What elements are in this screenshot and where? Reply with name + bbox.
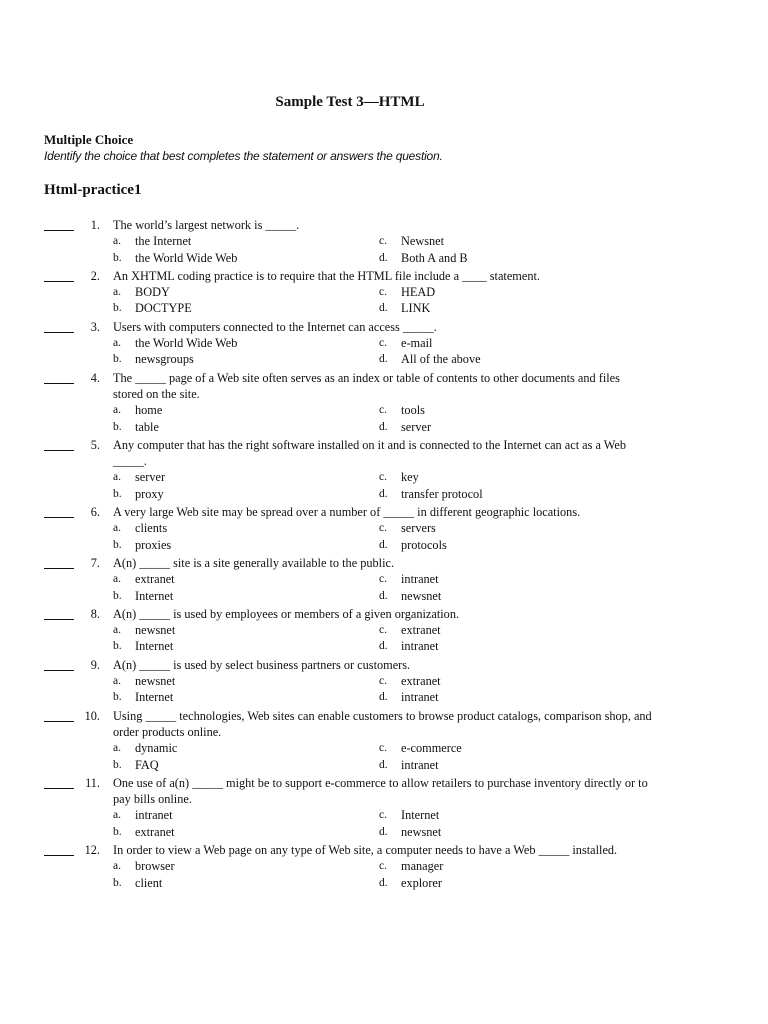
option-letter: a.: [113, 286, 121, 299]
page-title: Sample Test 3—HTML: [275, 94, 425, 110]
option-grid: [0, 233, 768, 266]
answer-blank[interactable]: [44, 657, 74, 671]
option-letter: b.: [113, 353, 122, 366]
option-letter: a.: [113, 522, 121, 535]
question-text: A(n) _____ site is a site generally available to the public.: [113, 555, 395, 570]
option-text: All of the above: [401, 352, 481, 367]
question-list: [0, 217, 768, 893]
answer-blank[interactable]: [44, 319, 74, 333]
option-letter: c.: [379, 573, 387, 586]
option-grid: [0, 469, 768, 502]
answer-blank[interactable]: [44, 842, 74, 856]
option-letter: b.: [113, 538, 122, 551]
option-letter: d.: [379, 538, 388, 551]
option-letter: d.: [379, 302, 388, 315]
option-letter: a.: [113, 404, 121, 417]
question-number: 9.: [90, 657, 100, 672]
question-number: 3.: [90, 319, 100, 334]
question-item: [0, 555, 768, 604]
option-letter: d.: [379, 353, 388, 366]
question-number: 12.: [84, 842, 100, 857]
answer-blank[interactable]: [44, 555, 74, 569]
option-text: newsnet: [135, 674, 176, 689]
question-item: [0, 708, 768, 773]
answer-blank[interactable]: [44, 504, 74, 518]
option-text: table: [135, 419, 159, 434]
option-text: proxy: [135, 486, 164, 501]
question-item: [0, 606, 768, 655]
option-text: FAQ: [135, 757, 159, 772]
option-grid: [0, 284, 768, 317]
option-text: newsnet: [135, 623, 176, 638]
option-letter: a.: [113, 573, 121, 586]
option-letter: a.: [113, 235, 121, 248]
option-letter: c.: [379, 337, 387, 350]
instructions-text: Identify the choice that best completes the statement or answers the question.: [44, 149, 443, 163]
option-text: protocols: [401, 537, 447, 552]
section-heading: Multiple Choice: [44, 132, 134, 147]
option-letter: c.: [379, 522, 387, 535]
option-text: dynamic: [135, 741, 178, 756]
option-letter: a.: [113, 624, 121, 637]
option-letter: d.: [379, 758, 388, 771]
option-text: key: [401, 470, 419, 485]
option-text: intranet: [401, 690, 439, 705]
option-letter: c.: [379, 471, 387, 484]
option-letter: d.: [379, 640, 388, 653]
question-text: An XHTML coding practice is to require that the HTML file include a ____ statement.: [113, 268, 540, 283]
option-text: server: [135, 470, 166, 485]
question-item: [0, 842, 768, 891]
option-text: LINK: [401, 301, 431, 316]
option-letter: b.: [113, 487, 122, 500]
option-grid: [0, 571, 768, 604]
option-letter: a.: [113, 860, 121, 873]
option-letter: d.: [379, 420, 388, 433]
answer-blank[interactable]: [44, 437, 74, 451]
option-letter: b.: [113, 825, 122, 838]
question-number: 8.: [90, 606, 100, 621]
option-text: proxies: [135, 537, 172, 552]
option-letter: d.: [379, 825, 388, 838]
option-text: client: [135, 875, 163, 890]
option-letter: d.: [379, 876, 388, 889]
option-text: DOCTYPE: [135, 301, 192, 316]
option-letter: b.: [113, 420, 122, 433]
question-text: The world’s largest network is _____.: [113, 218, 300, 232]
option-letter: c.: [379, 404, 387, 417]
option-grid: [0, 740, 768, 773]
option-text: tools: [401, 403, 425, 418]
option-grid: [0, 622, 768, 655]
option-text: Internet: [135, 639, 174, 654]
option-letter: d.: [379, 487, 388, 500]
option-grid: [0, 673, 768, 706]
answer-blank[interactable]: [44, 268, 74, 282]
practice-subheading: Html-practice1: [44, 182, 142, 198]
question-text: A very large Web site may be spread over a number of _____ in different geographic locations.: [113, 505, 581, 520]
option-letter: b.: [113, 640, 122, 653]
option-text: servers: [401, 521, 436, 536]
option-letter: c.: [379, 624, 387, 637]
option-letter: c.: [379, 235, 387, 248]
option-letter: a.: [113, 337, 121, 350]
option-text: Internet: [401, 808, 440, 823]
option-letter: c.: [379, 860, 387, 873]
answer-blank[interactable]: [44, 370, 74, 384]
question-number: 7.: [90, 555, 100, 570]
option-text: Both A and B: [401, 250, 468, 265]
option-text: the World Wide Web: [135, 336, 238, 351]
option-letter: a.: [113, 675, 121, 688]
question-item: [0, 504, 768, 553]
question-item: [0, 657, 768, 706]
option-text: the Internet: [135, 234, 192, 249]
question-text: One use of a(n) _____ might be to support e-commerce to allow retailers to purchase inventory directly or to pay bills online.: [113, 775, 648, 807]
option-text: Newsnet: [401, 234, 445, 249]
option-letter: c.: [379, 286, 387, 299]
question-text: Users with computers connected to the Internet can access _____.: [113, 319, 437, 334]
question-item: [0, 775, 768, 840]
option-text: extranet: [401, 623, 441, 638]
option-text: newsnet: [401, 824, 442, 839]
question-text: Any computer that has the right software installed on it and is connected to the Internet can act as a Web _____.: [113, 437, 627, 469]
option-letter: a.: [113, 742, 121, 755]
option-grid: [0, 858, 768, 891]
option-text: transfer protocol: [401, 486, 483, 501]
answer-blank[interactable]: [44, 217, 74, 231]
option-letter: d.: [379, 691, 388, 704]
option-letter: c.: [379, 809, 387, 822]
option-letter: b.: [113, 876, 122, 889]
option-letter: b.: [113, 589, 122, 602]
option-letter: b.: [113, 251, 122, 264]
question-number: 11.: [85, 775, 100, 790]
option-text: Internet: [135, 690, 174, 705]
question-text: A(n) _____ is used by select business partners or customers.: [113, 657, 411, 672]
answer-blank[interactable]: [44, 775, 74, 789]
answer-blank[interactable]: [44, 606, 74, 620]
option-text: extranet: [135, 824, 175, 839]
option-grid: [0, 807, 768, 840]
option-text: server: [401, 419, 432, 434]
option-text: home: [135, 403, 163, 418]
option-letter: a.: [113, 471, 121, 484]
option-text: Internet: [135, 588, 174, 603]
option-text: clients: [135, 521, 168, 536]
option-text: BODY: [135, 285, 170, 300]
option-letter: b.: [113, 758, 122, 771]
question-text: The _____ page of a Web site often serves as an index or table of contents to other documents and files stored on the site.: [113, 370, 620, 401]
option-letter: d.: [379, 251, 388, 264]
question-item: [0, 217, 768, 266]
answer-blank[interactable]: [44, 708, 74, 722]
question-text: In order to view a Web page on any type of Web site, a computer needs to have a Web _____ installed.: [113, 842, 618, 857]
question-number: 1.: [90, 218, 100, 232]
option-text: HEAD: [401, 285, 436, 300]
option-text: newsnet: [401, 588, 442, 603]
question-number: 10.: [84, 708, 100, 723]
option-letter: b.: [113, 691, 122, 704]
option-letter: c.: [379, 675, 387, 688]
question-number: 6.: [90, 505, 100, 520]
option-text: newsgroups: [135, 352, 194, 367]
option-letter: a.: [113, 809, 121, 822]
option-text: intranet: [401, 572, 439, 587]
option-text: browser: [135, 859, 175, 874]
question-item: [0, 268, 768, 317]
question-number: 5.: [90, 437, 100, 452]
option-grid: [0, 402, 768, 435]
option-text: intranet: [135, 808, 173, 823]
question-item: [0, 370, 768, 435]
option-text: intranet: [401, 757, 439, 772]
option-text: intranet: [401, 639, 439, 654]
question-text: Using _____ technologies, Web sites can enable customers to browse product catalogs, comparison shop, and order products online.: [113, 708, 652, 739]
question-item: [0, 319, 768, 368]
option-letter: b.: [113, 302, 122, 315]
question-item: [0, 437, 768, 502]
option-text: extranet: [135, 572, 175, 587]
option-text: e-mail: [401, 336, 433, 351]
option-grid: [0, 520, 768, 553]
question-text: A(n) _____ is used by employees or members of a given organization.: [113, 606, 460, 621]
option-text: manager: [401, 859, 444, 874]
option-text: explorer: [401, 875, 442, 890]
option-text: the World Wide Web: [135, 250, 238, 265]
option-text: e-commerce: [401, 741, 462, 756]
option-letter: c.: [379, 742, 387, 755]
question-number: 2.: [90, 268, 100, 283]
option-grid: [0, 335, 768, 368]
question-number: 4.: [90, 370, 100, 385]
option-letter: d.: [379, 589, 388, 602]
option-text: extranet: [401, 674, 441, 689]
